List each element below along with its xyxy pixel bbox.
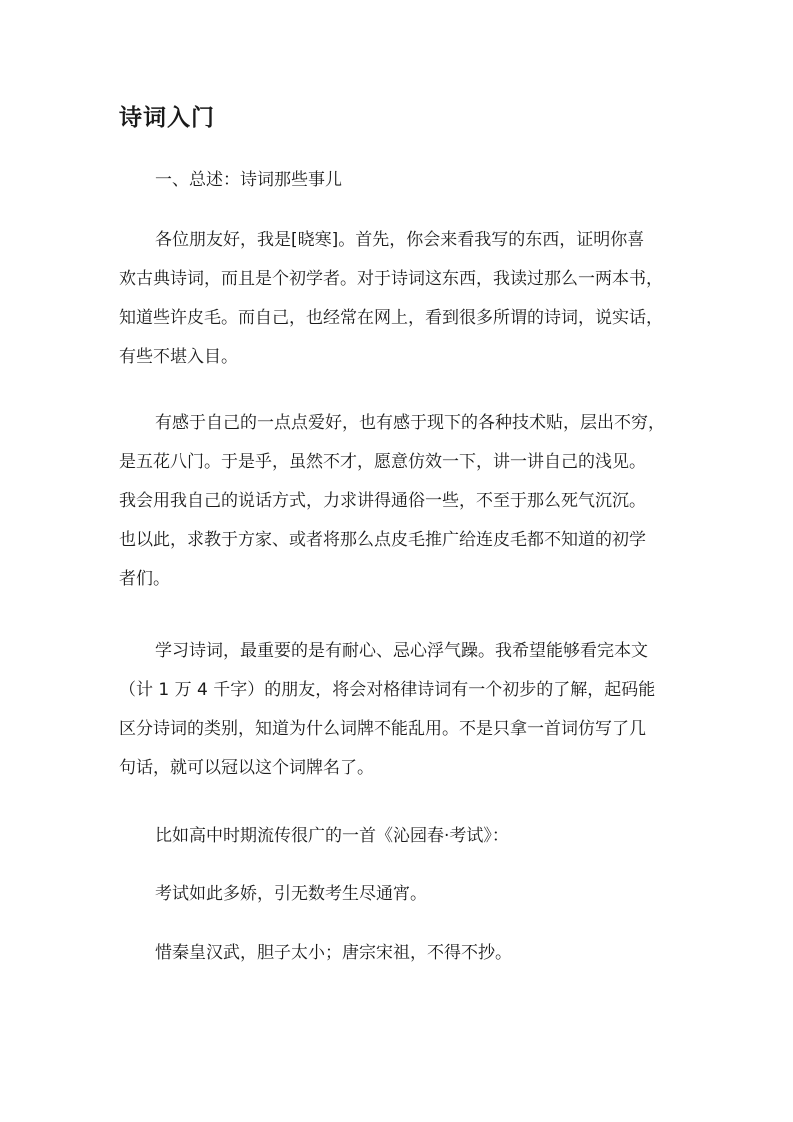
paragraph-line: 句话，就可以冠以这个词牌名了。 bbox=[119, 758, 374, 778]
poem-line-2: 惜秦皇汉武，胆子太小；唐宗宋祖，不得不抄。 bbox=[155, 943, 512, 963]
paragraph-line: 区分诗词的类别，知道为什么词牌不能乱用。不是只拿一首词仿写了几 bbox=[119, 719, 646, 739]
paragraph-line: 有些不堪入目。 bbox=[119, 347, 238, 367]
paragraph-line: 各位朋友好，我是[晓寒]。首先，你会来看我写的东西，证明你喜 bbox=[155, 230, 645, 250]
paragraph-line: 有感于自己的一点点爱好，也有感于现下的各种技术贴，层出不穷， bbox=[155, 413, 665, 433]
paragraph-line: 知道些许皮毛。而自己，也经常在网上，看到很多所谓的诗词，说实话， bbox=[119, 308, 663, 328]
paragraph-line: 者们。 bbox=[119, 569, 170, 589]
paragraph-line: 也以此，求教于方家、或者将那么点皮毛推广给连皮毛都不知道的初学 bbox=[119, 530, 646, 550]
paragraph-3 bbox=[119, 632, 679, 788]
document-title: 诗词入门 bbox=[119, 105, 215, 131]
paragraph-line: 学习诗词，最重要的是有耐心、忌心浮气躁。我希望能够看完本文 bbox=[155, 641, 648, 661]
paragraph-line: 欢古典诗词，而且是个初学者。对于诗词这东西，我读过那么一两本书， bbox=[119, 269, 663, 289]
paragraph-line: （计 1 万 4 千字）的朋友，将会对格律诗词有一个初步的了解，起码能 bbox=[119, 680, 656, 700]
poem-line-1: 考试如此多娇，引无数考生尽通宵。 bbox=[155, 884, 427, 904]
section-heading: 一、总述：诗词那些事儿 bbox=[155, 170, 342, 190]
example-intro: 比如高中时期流传很广的一首《沁园春·考试》： bbox=[155, 826, 509, 846]
paragraph-line: 我会用我自己的说话方式，力求讲得通俗一些，不至于那么死气沉沉。 bbox=[119, 491, 646, 511]
paragraph-1 bbox=[119, 221, 679, 377]
paragraph-2 bbox=[119, 404, 679, 599]
paragraph-line: 是五花八门。于是乎，虽然不才，愿意仿效一下，讲一讲自己的浅见。 bbox=[119, 452, 646, 472]
